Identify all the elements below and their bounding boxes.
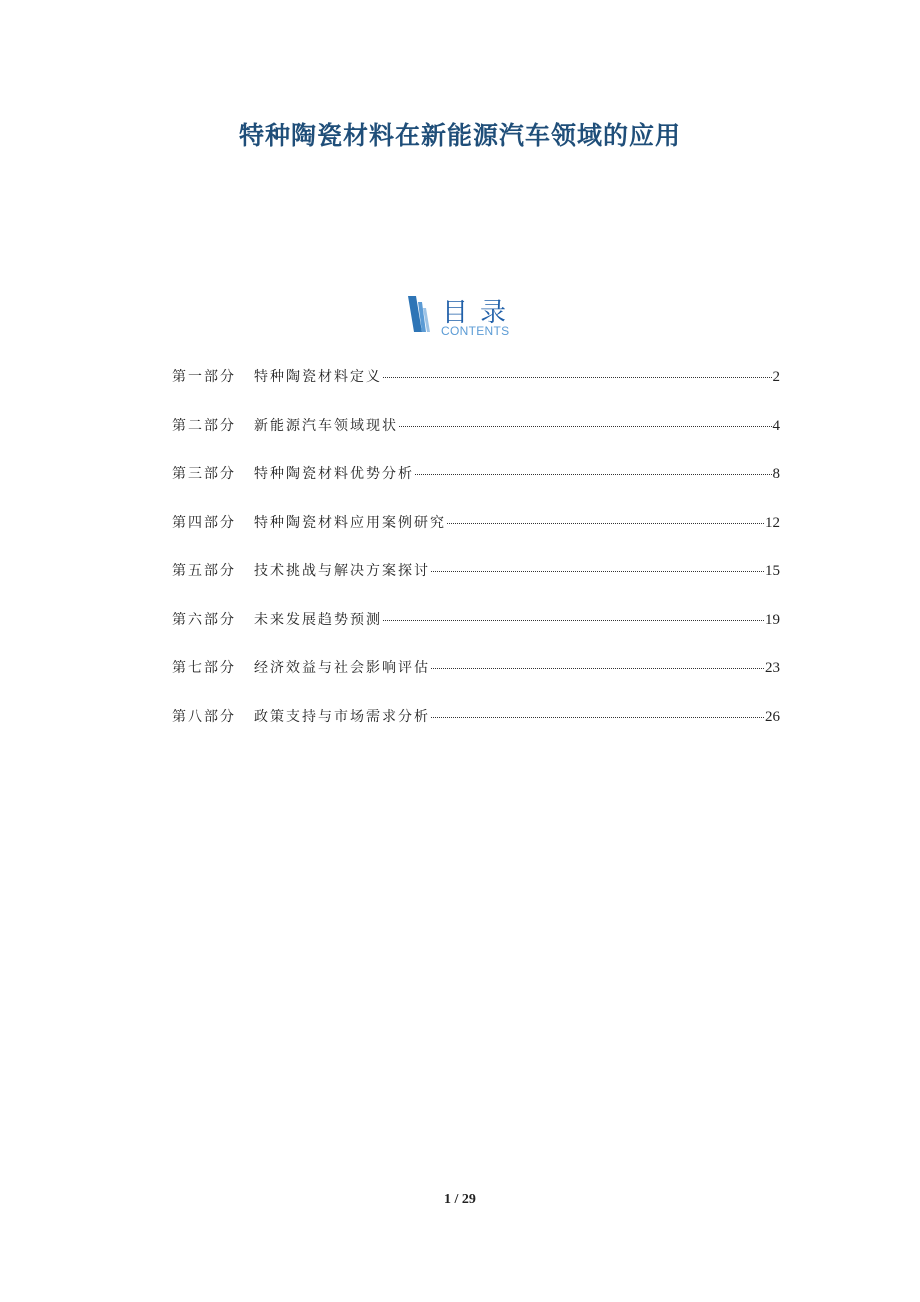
toc-dot-leader xyxy=(383,620,764,621)
toc-entry[interactable] xyxy=(172,560,780,609)
toc-entry-page: 23 xyxy=(765,660,780,676)
toc-dot-leader xyxy=(383,377,772,378)
toc-entry-title: 新能源汽车领域现状 xyxy=(254,417,398,434)
toc-entry-page: 15 xyxy=(765,563,780,579)
toc-entry-part: 第三部分 xyxy=(172,466,236,482)
document-title: 特种陶瓷材料在新能源汽车领域的应用 xyxy=(238,121,681,150)
toc-dot-leader xyxy=(431,668,764,669)
toc-entry-part: 第六部分 xyxy=(172,611,236,628)
toc-emblem-icon xyxy=(406,294,432,334)
toc-heading-subtitle: CONTENTS xyxy=(441,324,510,338)
toc-entry-part: 第二部分 xyxy=(172,417,236,434)
toc-entry-title: 技术挑战与解决方案探讨 xyxy=(254,563,430,579)
toc-entry-page: 2 xyxy=(772,369,780,385)
toc-entry-title: 特种陶瓷材料定义 xyxy=(254,369,382,385)
toc-dot-leader xyxy=(447,523,764,524)
page-number: 1 / 29 xyxy=(444,1192,476,1207)
toc-entry[interactable] xyxy=(172,463,780,512)
toc-entry-page: 8 xyxy=(772,466,780,482)
toc-entry[interactable] xyxy=(172,415,780,464)
toc-dot-leader xyxy=(431,717,764,718)
toc-entry[interactable] xyxy=(172,706,780,755)
toc-entry-page: 19 xyxy=(765,611,780,628)
toc-entry-part: 第四部分 xyxy=(172,514,236,531)
toc-entry-title: 特种陶瓷材料优势分析 xyxy=(254,466,414,482)
toc-entry[interactable] xyxy=(172,657,780,706)
toc-list xyxy=(172,366,780,754)
toc-entry-title: 政策支持与市场需求分析 xyxy=(254,708,430,725)
toc-entry-title: 经济效益与社会影响评估 xyxy=(254,660,430,676)
toc-entry-page: 26 xyxy=(765,708,780,725)
toc-heading xyxy=(406,292,526,342)
toc-dot-leader xyxy=(431,571,764,572)
toc-entry-page: 12 xyxy=(765,514,780,531)
toc-entry-part: 第一部分 xyxy=(172,369,236,385)
toc-entry[interactable] xyxy=(172,609,780,658)
toc-entry[interactable] xyxy=(172,366,780,415)
toc-entry-part: 第七部分 xyxy=(172,660,236,676)
toc-entry-part: 第五部分 xyxy=(172,563,236,579)
toc-dot-leader xyxy=(399,426,772,427)
toc-dot-leader xyxy=(415,474,772,475)
toc-heading-title: 目录 xyxy=(442,298,519,328)
toc-entry-page: 4 xyxy=(772,417,780,434)
toc-entry[interactable] xyxy=(172,512,780,561)
toc-entry-part: 第八部分 xyxy=(172,708,236,725)
toc-entry-title: 未来发展趋势预测 xyxy=(254,611,382,628)
toc-entry-title: 特种陶瓷材料应用案例研究 xyxy=(254,514,446,531)
